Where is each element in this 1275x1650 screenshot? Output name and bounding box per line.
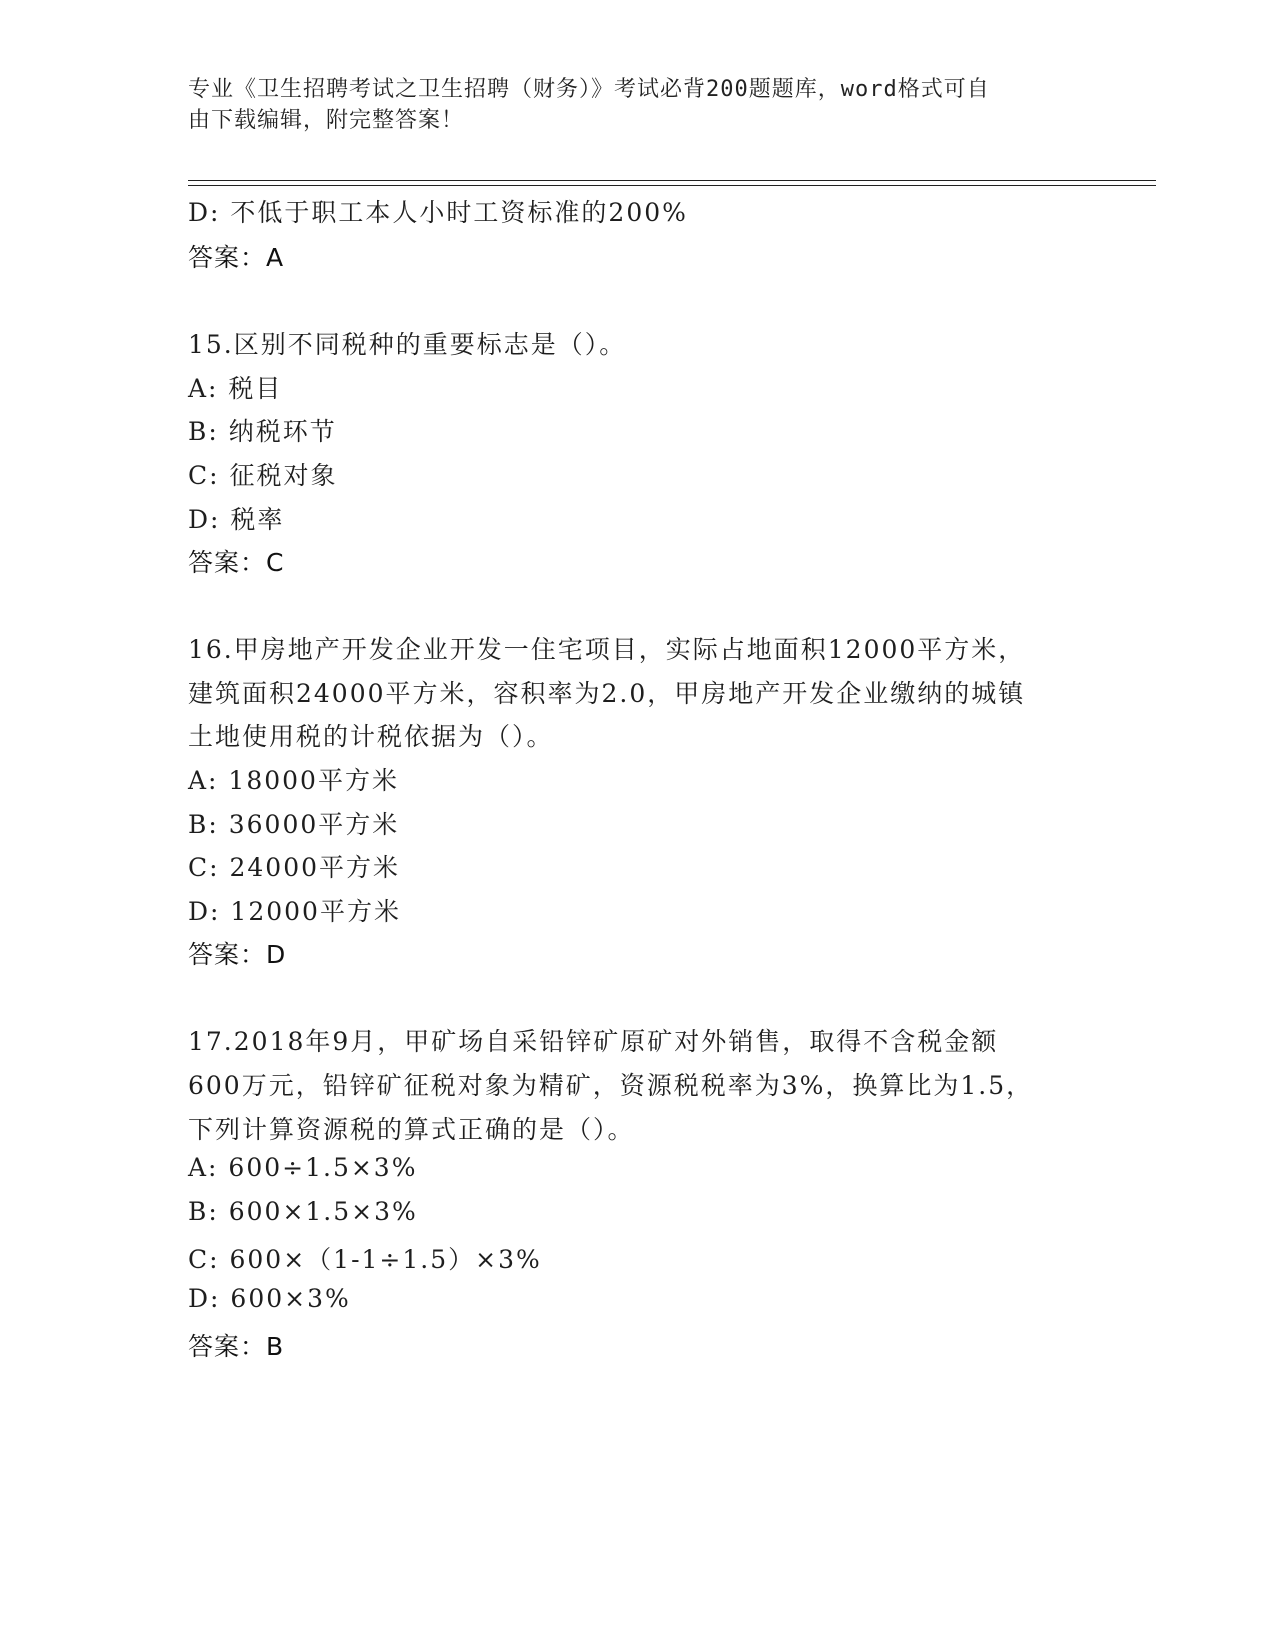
q16-question-line-2: 建筑面积24000平方米，容积率为2.0，甲房地产开发企业缴纳的城镇 (188, 679, 1026, 708)
header-line-1: 专业《卫生招聘考试之卫生招聘（财务）》考试必背200题题库，word格式可自 (188, 77, 990, 102)
q17-option-d: D: 600×3% (188, 1284, 351, 1313)
q15-option-b: B: 纳税环节 (188, 417, 337, 446)
q16-question-line-3: 土地使用税的计税依据为（）。 (188, 722, 554, 751)
q17-question-line-2: 600万元，铅锌矿征税对象为精矿，资源税税率为3%，换算比为1.5， (188, 1071, 1034, 1100)
q17-question-line-1: 17.2018年9月，甲矿场自采铅锌矿原矿对外销售，取得不含税金额 (188, 1027, 999, 1056)
q16-option-d: D: 12000平方米 (188, 897, 401, 926)
document-header (188, 74, 1078, 136)
prev-answer: 答案：A (188, 243, 285, 272)
q17-answer: 答案：B (188, 1332, 285, 1361)
q15-answer: 答案：C (188, 548, 285, 577)
prev-option-d: D: 不低于职工本人小时工资标准的200% (188, 198, 688, 227)
q16-question-line-1: 16.甲房地产开发企业开发一住宅项目，实际占地面积12000平方米， (188, 635, 1026, 664)
q15-option-a: A: 税目 (188, 374, 283, 403)
q15-option-d: D: 税率 (188, 505, 285, 534)
q17-option-a: A: 600÷1.5×3% (188, 1153, 418, 1182)
q16-option-a: A: 18000平方米 (188, 766, 399, 795)
header-divider-top (188, 180, 1156, 181)
q15-question: 15.区别不同税种的重要标志是（）。 (188, 330, 627, 359)
header-line-2: 由下载编辑，附完整答案！ (188, 108, 465, 133)
q15-option-c: C: 征税对象 (188, 461, 338, 490)
q16-option-b: B: 36000平方米 (188, 810, 400, 839)
q17-option-b: B: 600×1.5×3% (188, 1197, 418, 1226)
header-divider-bottom (188, 185, 1156, 186)
q16-answer: 答案：D (188, 940, 287, 969)
q17-question-line-3: 下列计算资源税的算式正确的是（）。 (188, 1115, 635, 1144)
q16-option-c: C: 24000平方米 (188, 853, 401, 882)
q17-option-c: C: 600×（1-1÷1.5）×3% (188, 1245, 542, 1274)
